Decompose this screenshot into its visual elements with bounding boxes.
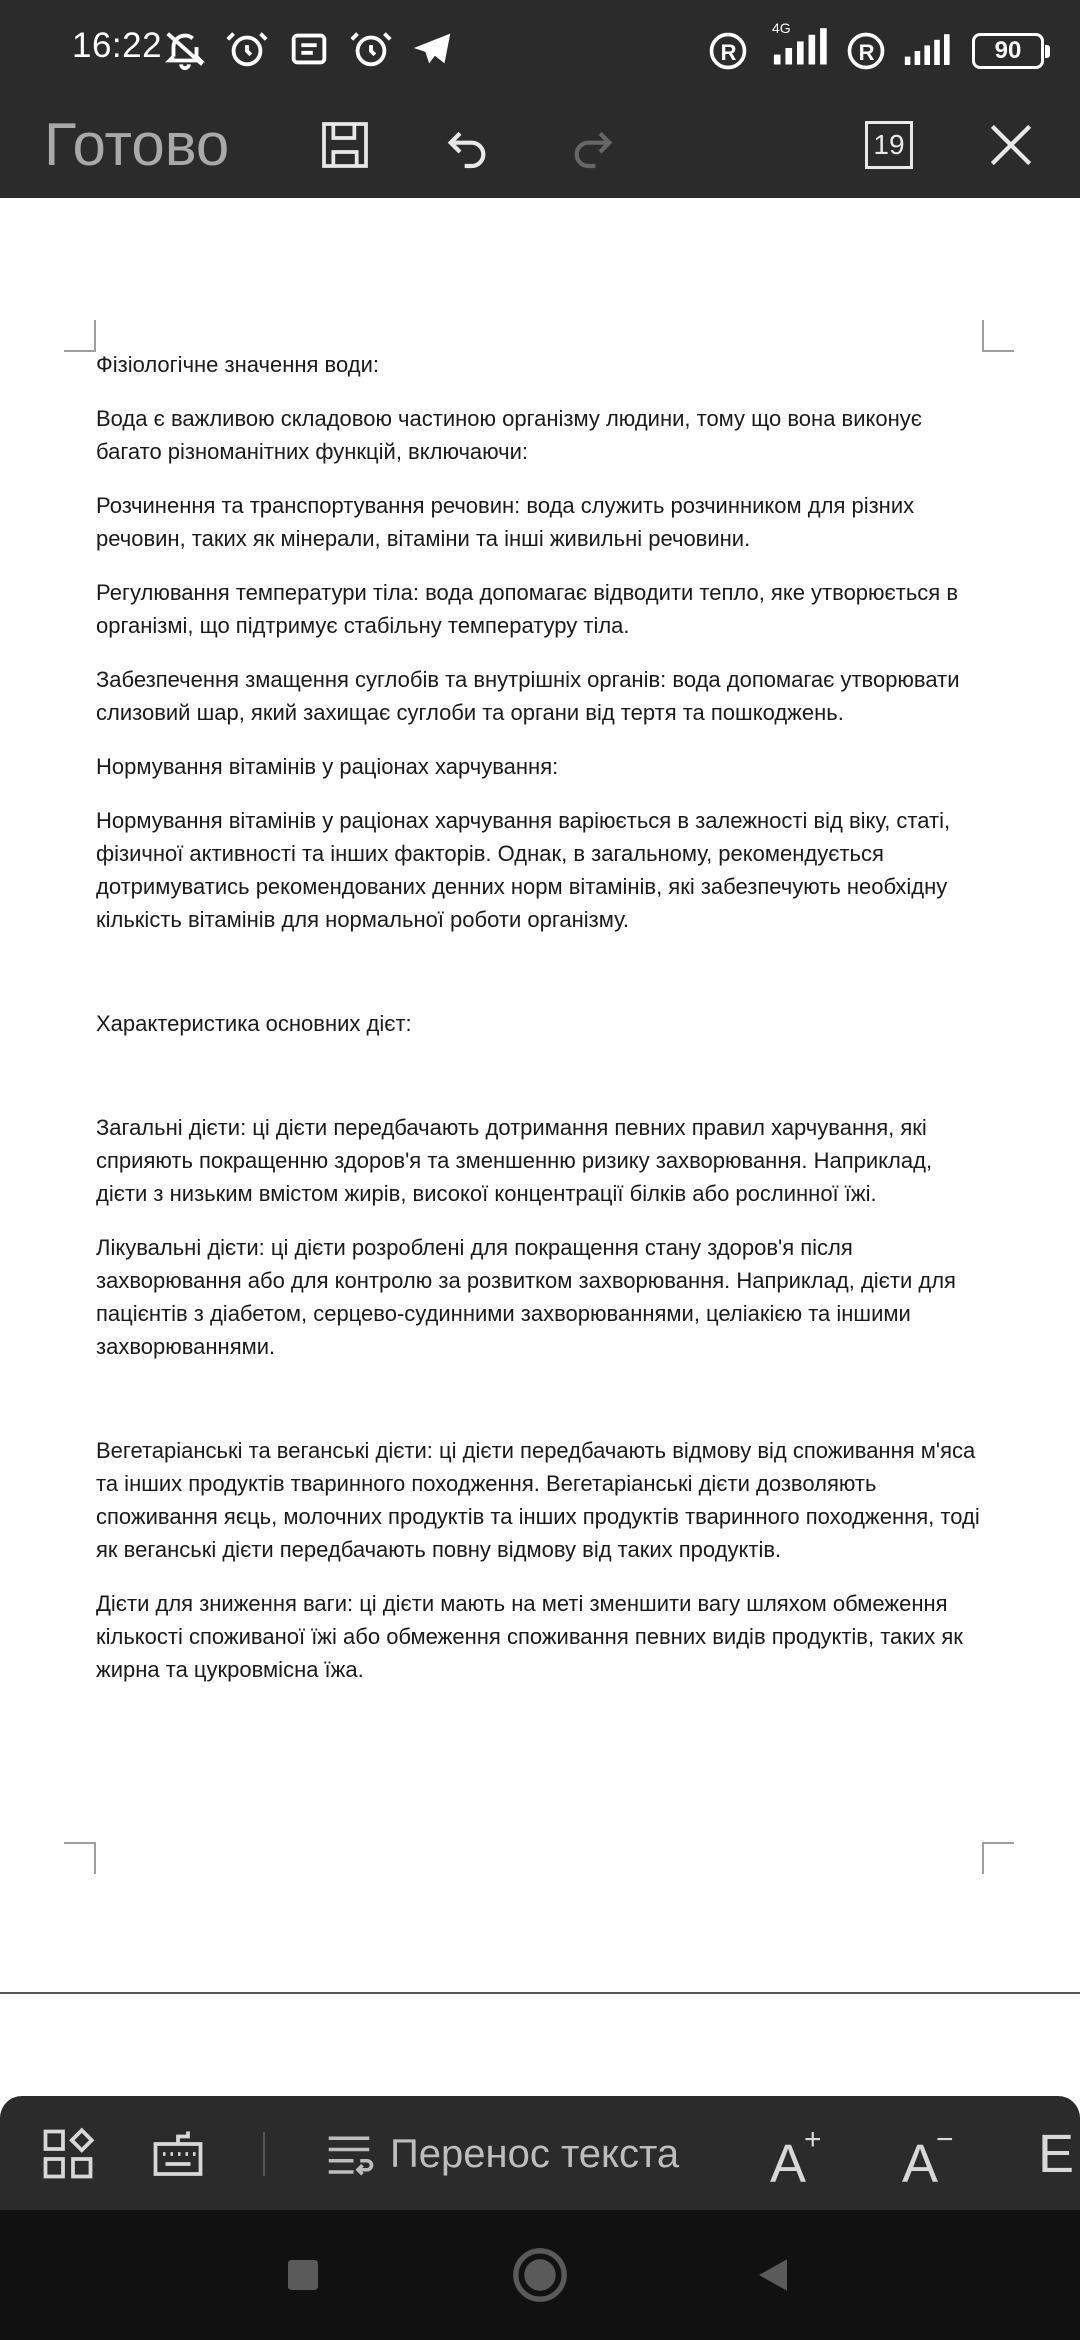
keyboard-icon [148, 2124, 208, 2184]
network-label: 4G [772, 20, 791, 36]
signal-icon [902, 29, 958, 73]
doc-paragraph: Вегетаріанські та веганські дієти: ці дієти передбачають відмову від споживання м'яса та інших продуктів тваринного походження. Вегетаріанські дієти дозволяють споживання яєць, молочних продуктів та інших продуктів тваринного походження, тоді як веганські дієти передбачають повну відмову від таких продуктів. [96, 1438, 980, 1562]
square-icon [283, 2255, 323, 2295]
mute-icon [162, 26, 208, 72]
save-icon [317, 117, 373, 173]
page-corner-mark [64, 1842, 96, 1874]
font-decrease-mark: − [936, 2123, 954, 2156]
bottom-toolbar [0, 2096, 1080, 2210]
back-button[interactable] [738, 2240, 808, 2310]
page-corner-mark [982, 1842, 1014, 1874]
doc-paragraph: Загальні дієти: ці дієти передбачають дотримання певних правил харчування, які сприяють покращенню здоров'я та зменшенню ризику захворювання. Наприклад, дієти з низьким вмістом жирів, високої концентрації білків або рослинної їжі. [96, 1115, 933, 1206]
doc-paragraph: Фізіологічне значення води: [96, 352, 379, 377]
document-area[interactable] [0, 198, 1080, 2098]
close-icon [983, 117, 1039, 173]
status-icons-left [162, 26, 456, 72]
notification-icon [286, 26, 332, 72]
redo-button[interactable] [556, 108, 630, 182]
doc-paragraph: Дієти для зниження ваги: ці дієти мають на меті зменшити вагу шляхом обмеження кількості споживаної їжі або обмеження споживання певних видів продуктів, таких як жирна та цукровмісна їжа. [96, 1591, 963, 1682]
network-indicator [764, 20, 830, 75]
toolbar-separator [263, 2132, 265, 2176]
doc-paragraph: Вода є важливою складовою частиною організму людини, тому що вона виконує багато різноманітних функцій, включаючи: [96, 406, 922, 464]
save-button[interactable] [308, 108, 382, 182]
done-button[interactable]: Готово [44, 111, 230, 178]
grid-icon [38, 2124, 98, 2184]
more-tools-button[interactable]: E [1038, 2124, 1075, 2184]
page-count-button[interactable] [852, 108, 926, 182]
wrap-text-label: Перенос текста [390, 2131, 680, 2176]
svg-text:R: R [858, 39, 875, 65]
navigation-bar [0, 2210, 1080, 2340]
doc-paragraph: Характеристика основних дієт: [96, 1011, 412, 1036]
doc-paragraph: Регулювання температури тіла: вода допомагає відводити тепло, яке утворюється в організмі, що підтримує стабільну температуру тіла. [96, 580, 959, 638]
alarm-icon [224, 26, 270, 72]
recents-button[interactable] [268, 2240, 338, 2310]
font-increase-mark: + [804, 2123, 822, 2156]
doc-paragraph: Розчинення та транспортування речовин: вода служить розчинником для різних речовин, таких як мінерали, вітаміни та інші живильні речовини. [96, 493, 915, 551]
font-increase-button[interactable] [770, 2118, 822, 2200]
alarm-icon [348, 26, 394, 72]
status-time: 16:22 [72, 26, 163, 65]
undo-icon [439, 117, 495, 173]
wrap-text-button[interactable] [322, 2116, 679, 2192]
page-divider [0, 1992, 1080, 1994]
status-icons-right [706, 20, 1044, 75]
keyboard-button[interactable] [140, 2116, 216, 2192]
telegram-icon [410, 26, 456, 72]
home-circle-icon [511, 2246, 569, 2304]
editor-toolbar [0, 96, 1080, 198]
back-triangle-icon [752, 2254, 794, 2296]
font-increase-letter: A [770, 2134, 807, 2194]
page-corner-mark [982, 320, 1014, 352]
battery-level: 90 [994, 36, 1022, 64]
document-page[interactable] [96, 348, 984, 1707]
roaming-icon [844, 29, 888, 73]
home-button[interactable] [505, 2240, 575, 2310]
page-corner-mark [64, 320, 96, 352]
roaming-icon [706, 29, 750, 73]
battery-icon [972, 33, 1044, 69]
svg-text:R: R [720, 39, 737, 65]
font-decrease-letter: A [902, 2134, 939, 2194]
wrap-text-icon [322, 2127, 376, 2181]
doc-paragraph: Забезпечення змащення суглобів та внутрішніх органів: вода допомагає утворювати слизовий шар, який захищає суглоби та органи від тертя та пошкоджень. [96, 667, 960, 725]
redo-icon [565, 117, 621, 173]
doc-paragraph: Лікувальні дієти: ці дієти розроблені для покращення стану здоров'я після захворювання або для контролю за розвитком захворювання. Наприклад, дієти для пацієнтів з діабетом, серцево-судинними захворюваннями, целіакією та іншими захворюваннями. [96, 1235, 956, 1359]
doc-paragraph: Нормування вітамінів у раціонах харчування варіюється в залежності від віку, статі, фізичної активності та інших факторів. Однак, в загальному, рекомендується дотримуватись рекомендованих денних норм вітамінів, які забезпечують необхідну кількість вітамінів для нормальної роботи організму. [96, 808, 951, 932]
tools-button[interactable] [30, 2116, 106, 2192]
doc-paragraph: Нормування вітамінів у раціонах харчування: [96, 754, 559, 779]
close-button[interactable] [974, 108, 1048, 182]
page-count-icon: 19 [865, 121, 913, 169]
undo-button[interactable] [430, 108, 504, 182]
font-decrease-button[interactable] [902, 2118, 954, 2200]
status-bar [0, 0, 1080, 96]
